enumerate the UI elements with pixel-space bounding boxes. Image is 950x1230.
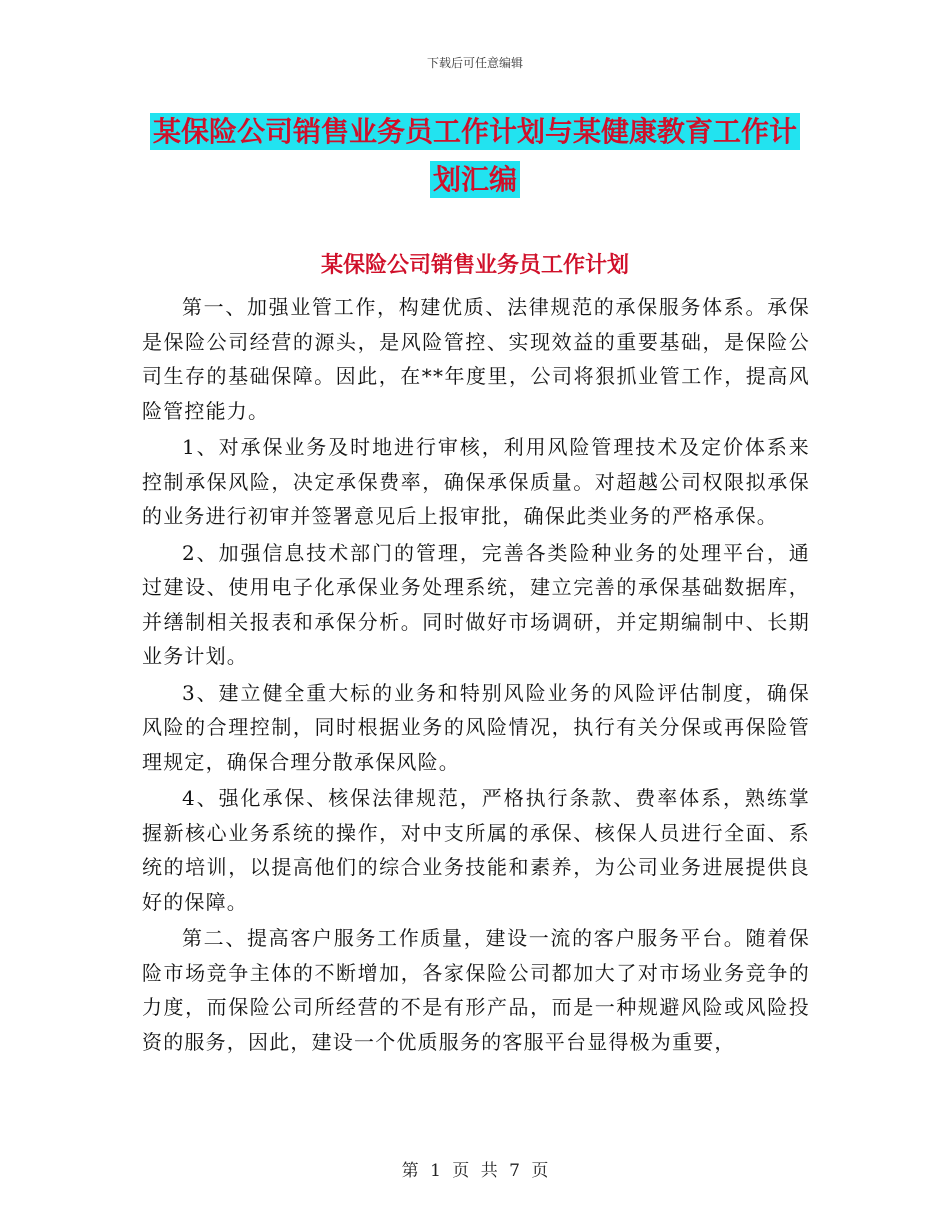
title-line-1: 某保险公司销售业务员工作计划与某健康教育工作计 [150,113,800,150]
page-footer: 第 1 页 共 7 页 [401,1161,549,1181]
title-line-2: 划汇编 [430,161,520,198]
document-title [130,108,820,204]
paragraph: 4、强化承保、核保法律规范，严格执行条款、费率体系，熟练掌握新核心业务系统的操作，对中支所属的承保、核保人员进行全面、系统的培训，以提高他们的综合业务技能和素养，为公司业务进展提供良好的保障。 [142,786,810,914]
section-title: 某保险公司销售业务员工作计划 [320,253,629,278]
paragraph: 2、加强信息技术部门的管理，完善各类险种业务的处理平台，通过建设、使用电子化承保业务处理系统，建立完善的承保基础数据库，并缮制相关报表和承保分析。同时做好市场调研，并定期编制中、长期业务计划。 [142,540,810,668]
paragraph: 第一、加强业管工作，构建优质、法律规范的承保服务体系。承保是保险公司经营的源头，是风险管控、实现效益的重要基础，是保险公司生存的基础保障。因此，在**年度里，公司将狠抓业管工作，提高风险管控能力。 [142,295,810,423]
body-text [142,290,810,1061]
paragraph: 3、建立健全重大标的业务和特别风险业务的风险评估制度，确保风险的合理控制，同时根据业务的风险情况，执行有关分保或再保险管理规定，确保合理分散承保风险。 [142,680,810,774]
paragraph: 1、对承保业务及时地进行审核，利用风险管理技术及定价体系来控制承保风险，决定承保费率，确保承保质量。对超越公司权限拟承保的业务进行初审并签署意见后上报审批，确保此类业务的严格承保。 [142,435,810,528]
header-note: 下载后可任意编辑 [426,56,523,70]
paragraph: 第二、提高客户服务工作质量，建设一流的客户服务平台。随着保险市场竞争主体的不断增加，各家保险公司都加大了对市场业务竞争的力度，而保险公司所经营的不是有形产品，而是一种规避风险或风险投资的服务，因此，建设一个优质服务的客服平台显得极为重要， [142,926,810,1054]
